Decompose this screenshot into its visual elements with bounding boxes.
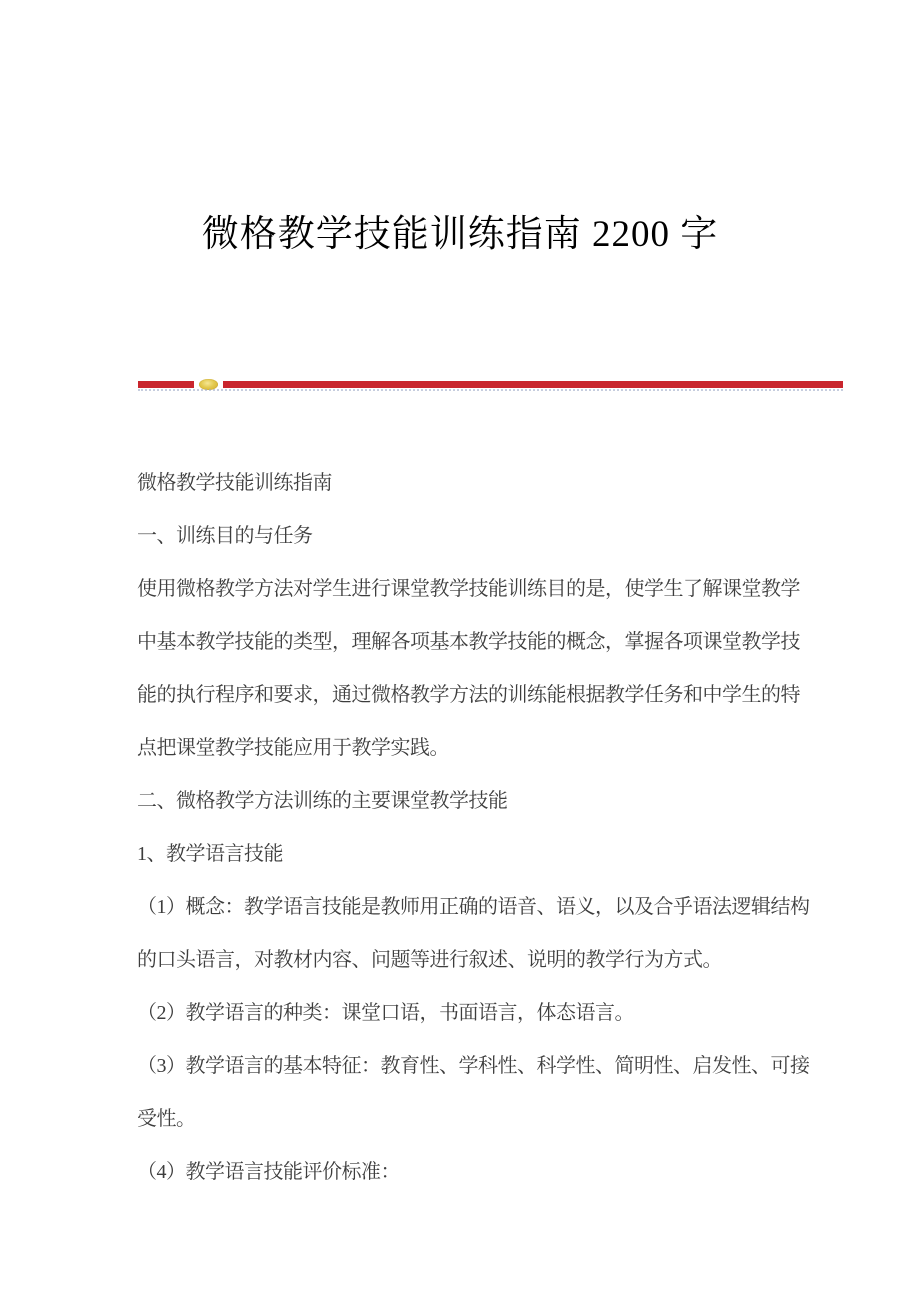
divider-dotted-underline — [138, 389, 843, 391]
document-line: 能的执行程序和要求，通过微格教学方法的训练能根据教学任务和中学生的特 — [137, 684, 800, 706]
document-line: 1、教学语言技能 — [137, 843, 283, 865]
divider-line-left — [138, 381, 194, 388]
document-line: 点把课堂教学技能应用于教学实践。 — [137, 737, 449, 759]
document-line: 微格教学技能训练指南 — [137, 472, 332, 494]
document-line: （1）概念：教学语言技能是教师用正确的语音、语义，以及合乎语法逻辑结构 — [137, 896, 810, 918]
divider-line-right — [223, 381, 843, 388]
document-line: （2）教学语言的种类：课堂口语，书面语言，体态语言。 — [137, 1002, 634, 1024]
document-line: （3）教学语言的基本特征：教育性、学科性、科学性、简明性、启发性、可接 — [137, 1055, 810, 1077]
document-line: 的口头语言，对教材内容、问题等进行叙述、说明的教学行为方式。 — [137, 949, 722, 971]
title-divider — [138, 379, 843, 389]
document-line: 二、微格教学方法训练的主要课堂教学技能 — [137, 790, 508, 812]
divider-ellipse-icon — [199, 379, 218, 390]
document-line: 受性。 — [137, 1108, 196, 1130]
document-title: 微格教学技能训练指南 2200 字 — [201, 214, 719, 255]
document-line: （4）教学语言技能评价标准： — [137, 1161, 400, 1183]
document-line: 一、训练目的与任务 — [137, 525, 313, 547]
document-line: 中基本教学技能的类型，理解各项基本教学技能的概念，掌握各项课堂教学技 — [137, 631, 800, 653]
document-line: 使用微格教学方法对学生进行课堂教学技能训练目的是，使学生了解课堂教学 — [137, 578, 800, 600]
document-body — [137, 457, 843, 1199]
